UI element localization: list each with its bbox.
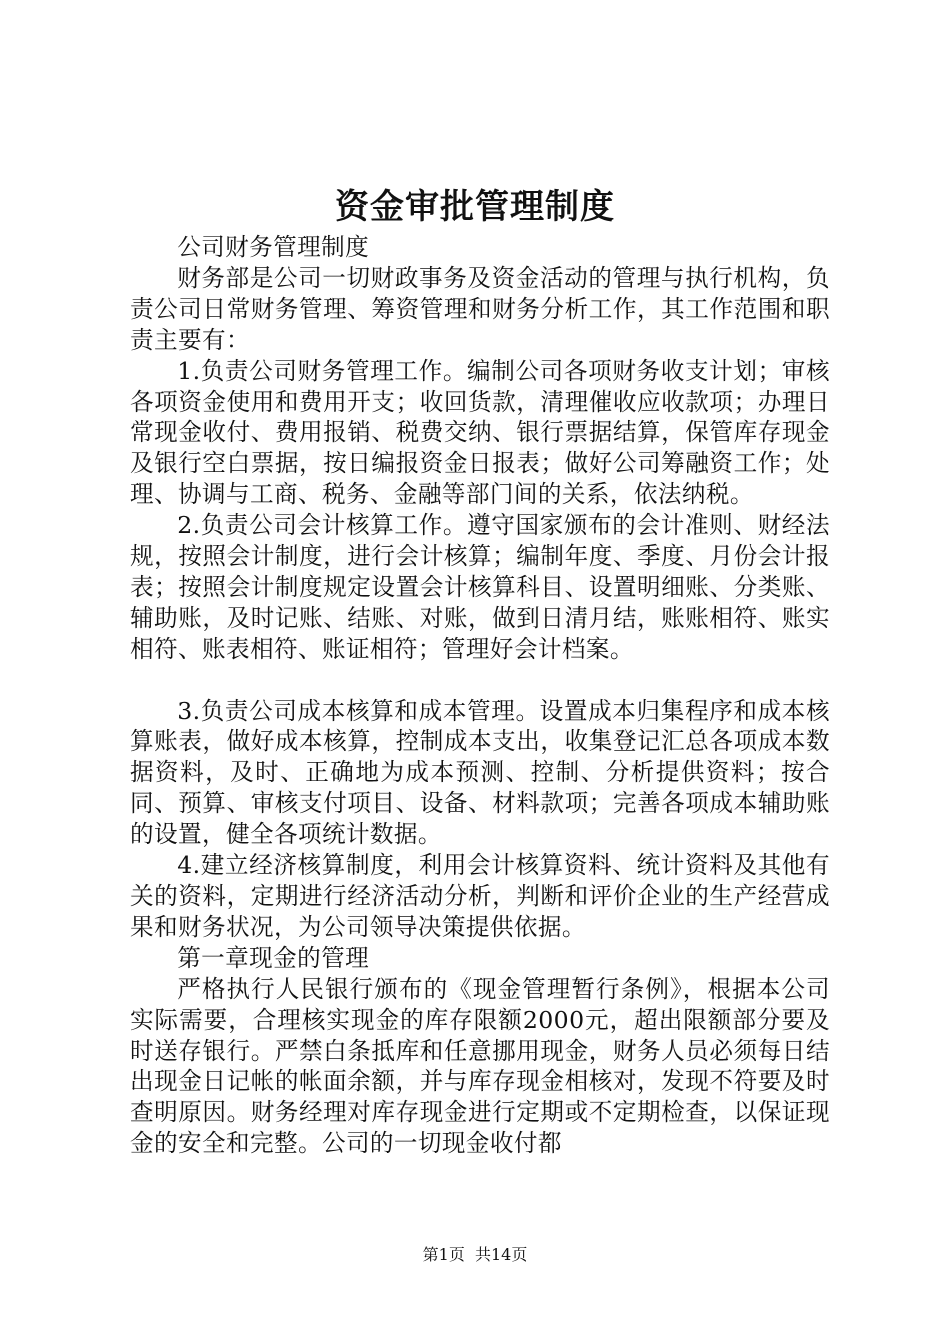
page-footer xyxy=(0,1244,950,1266)
chapter-heading-cash: 第一章现金的管理 xyxy=(177,943,370,972)
paragraph-item-1: 1.负责公司财务管理工作。编制公司各项财务收支计划；审核各项资金使用和费用开支；收回货款，清理催收应收款项；办理日常现金收付、费用报销、税费交纳、银行票据结算，保管库存现金及银行空白票据，按日编报资金日报表；做好公司筹融资工作；处理、协调与工商、税务、金融等部门间的关系，依法纳税。 xyxy=(130,356,830,509)
section-heading-company-finance: 公司财务管理制度 xyxy=(177,233,370,261)
paragraph-cash-management: 严格执行人民银行颁布的《现金管理暂行条例》，根据本公司实际需要，合理核实现金的库存限额2000元，超出限额部分要及时送存银行。严禁白条抵库和任意挪用现金，财务人员必须每日结出现金日记帐的帐面余额，并与库存现金相核对，发现不符要及时查明原因。财务经理对库存现金进行定期或不定期检查，以保证现金的安全和完整。公司的一切现金收付都 xyxy=(130,974,830,1158)
document-title: 资金审批管理制度 xyxy=(335,187,615,227)
paragraph-item-2: 2.负责公司会计核算工作。遵守国家颁布的会计准则、财经法规，按照会计制度，进行会计核算；编制年度、季度、月份会计报表；按照会计制度规定设置会计核算科目、设置明细账、分类账、辅助账，及时记账、结账、对账，做到日清月结，账账相符、账实相符、账表相符、账证相符；管理好会计档案。 xyxy=(130,511,830,663)
paragraph-item-3: 3.负责公司成本核算和成本管理。设置成本归集程序和成本核算账表，做好成本核算，控制成本支出，收集登记汇总各项成本数据资料，及时、正确地为成本预测、控制、分析提供资料；按合同、预算、审核支付项目、设备、材料款项；完善各项成本辅助账的设置，健全各项统计数据。 xyxy=(130,696,830,849)
document-body xyxy=(130,232,830,1159)
paragraph-item-4: 4.建立经济核算制度，利用会计核算资料、统计资料及其他有关的资料，定期进行经济活动分析，判断和评价企业的生产经营成果和财务状况，为公司领导决策提供依据。 xyxy=(130,851,830,941)
page-number: 第1页 共14页 xyxy=(422,1245,528,1264)
paragraph-intro: 财务部是公司一切财政事务及资金活动的管理与执行机构，负责公司日常财务管理、筹资管理和财务分析工作，其工作范围和职责主要有： xyxy=(130,263,830,354)
